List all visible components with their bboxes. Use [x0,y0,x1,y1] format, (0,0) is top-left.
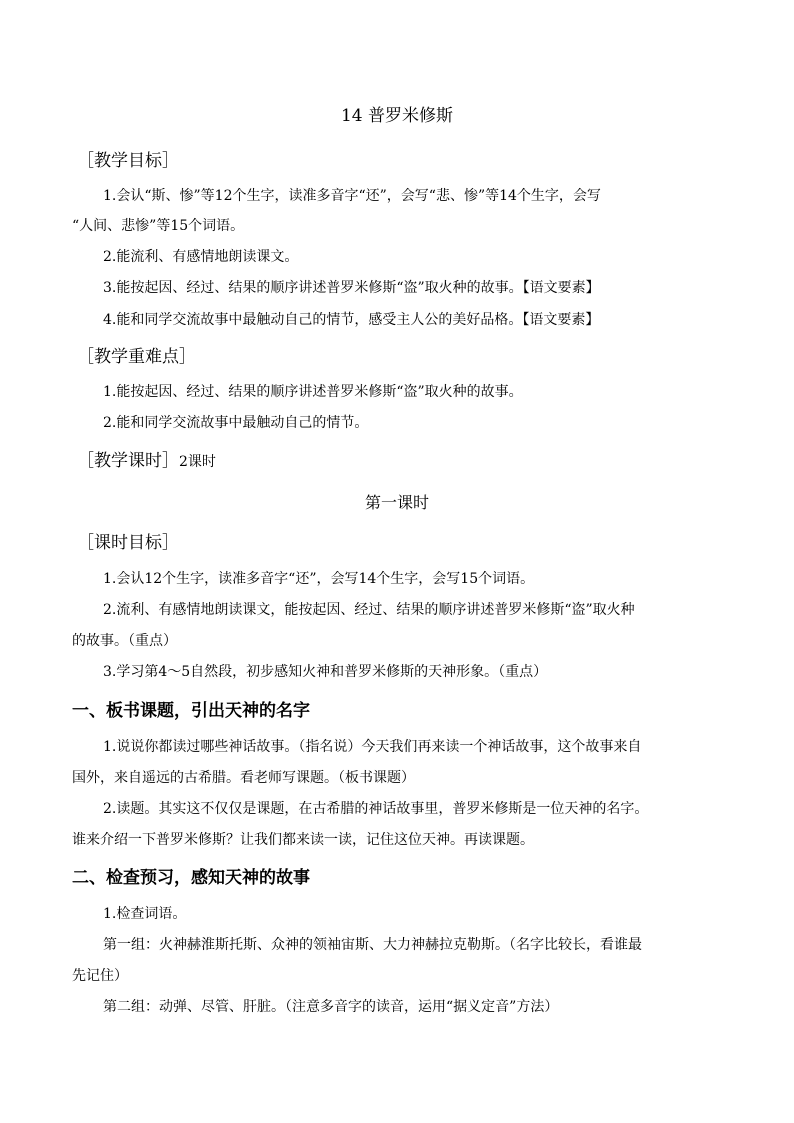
section-2-line-2: 第一组：火神赫淮斯托斯、众神的领袖宙斯、大力神赫拉克勒斯。（名字比较长，看谁最 [103,937,642,953]
lesson-goals-heading: ［课时目标］ [77,533,179,553]
section-2-line-1: 1.检查词语。 [103,906,187,922]
objective-item-1-cont: “人间、悲惨”等15个词语。 [72,218,245,234]
key-points-heading: ［教学重难点］ [77,347,196,367]
lesson-goal-2-cont: 的故事。（重点） [72,633,177,649]
lesson-time-row [77,449,216,474]
lesson-goal-2: 2.流利、有感情地朗读课文，能按起因、经过、结果的顺序讲述普罗米修斯“盗”取火种 [103,602,635,618]
objective-item-1: 1.会认“斯、惨”等12个生字，读准多音字“还”，会写“悲、惨”等14个生字，会写 [103,188,601,204]
section-1-line-1: 1.说说你都读过哪些神话故事。（指名说）今天我们再来读一个神话故事，这个故事来自 [103,739,642,755]
first-lesson-title: 第一课时 [364,493,429,512]
objectives-heading: ［教学目标］ [77,151,179,171]
lesson-goal-3: 3.学习第4～5自然段，初步感知火神和普罗米修斯的天神形象。（重点） [103,664,548,680]
lesson-time-value: 2课时 [179,454,216,470]
section-1-line-2: 国外，来自遥远的古希腊。看老师写课题。（板书课题） [72,770,415,786]
key-point-item-1: 1.能按起因、经过、结果的顺序讲述普罗米修斯“盗”取火种的故事。 [103,384,523,400]
objective-item-4: 4.能和同学交流故事中最触动自己的情节，感受主人公的美好品格。【语文要素】 [103,312,600,328]
page-title: 14 普罗米修斯 [340,106,454,126]
lesson-goal-1: 1.会认12个生字，读准多音字“还”，会写14个生字，会写15个词语。 [103,571,535,587]
section-1-heading: 一、板书课题，引出天神的名字 [72,701,310,721]
objective-item-3: 3.能按起因、经过、结果的顺序讲述普罗米修斯“盗”取火种的故事。【语文要素】 [103,280,600,296]
objective-item-2: 2.能流利、有感情地朗读课文。 [103,249,299,265]
section-2-heading: 二、检查预习，感知天神的故事 [72,868,310,888]
key-point-item-2: 2.能和同学交流故事中最触动自己的情节。 [103,415,369,431]
lesson-time-heading: ［教学课时］ [77,451,179,471]
section-1-line-4: 谁来介绍一下普罗米修斯？让我们都来读一读，记住这位天神。再读课题。 [72,832,534,848]
section-2-line-3: 先记住） [72,968,128,984]
section-1-line-3: 2.读题。其实这不仅仅是课题，在古希腊的神话故事里，普罗米修斯是一位天神的名字。 [103,801,649,817]
section-2-line-4: 第二组：动弹、尽管、肝脏。（注意多音字的读音，运用“据义定音”方法） [103,999,559,1015]
